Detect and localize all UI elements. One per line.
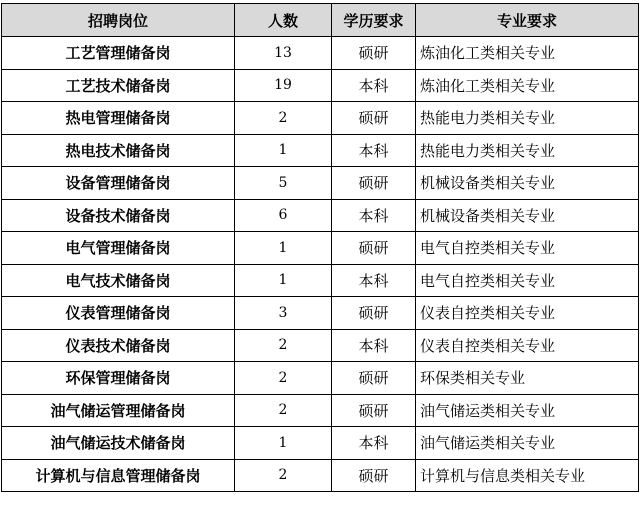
- cell-major: 仪表自控类相关专业: [416, 297, 639, 330]
- cell-position: 仪表技术储备岗: [2, 329, 235, 362]
- header-major: 专业要求: [416, 4, 639, 37]
- cell-position: 油气储运技术储备岗: [2, 427, 235, 460]
- cell-education: 硕研: [332, 167, 416, 200]
- table-row: [2, 37, 639, 70]
- cell-education: 硕研: [332, 102, 416, 135]
- cell-major: 机械设备类相关专业: [416, 199, 639, 232]
- header-position: 招聘岗位: [2, 4, 235, 37]
- table-row: [2, 459, 639, 492]
- cell-count: 1: [235, 232, 332, 265]
- table-body: [2, 37, 639, 492]
- table-row: [2, 69, 639, 102]
- cell-education: 本科: [332, 199, 416, 232]
- cell-count: 19: [235, 69, 332, 102]
- cell-position: 计算机与信息管理储备岗: [2, 459, 235, 492]
- cell-position: 热电管理储备岗: [2, 102, 235, 135]
- cell-position: 设备技术储备岗: [2, 199, 235, 232]
- cell-education: 硕研: [332, 394, 416, 427]
- cell-count: 1: [235, 134, 332, 167]
- cell-major: 仪表自控类相关专业: [416, 329, 639, 362]
- table-row: [2, 264, 639, 297]
- cell-major: 炼油化工类相关专业: [416, 69, 639, 102]
- table-row: [2, 102, 639, 135]
- table-row: [2, 329, 639, 362]
- cell-position: 热电技术储备岗: [2, 134, 235, 167]
- table-row: [2, 362, 639, 395]
- cell-major: 油气储运类相关专业: [416, 427, 639, 460]
- cell-major: 油气储运类相关专业: [416, 394, 639, 427]
- header-education: 学历要求: [332, 4, 416, 37]
- cell-education: 硕研: [332, 297, 416, 330]
- cell-education: 本科: [332, 329, 416, 362]
- cell-education: 本科: [332, 264, 416, 297]
- cell-education: 硕研: [332, 362, 416, 395]
- cell-count: 5: [235, 167, 332, 200]
- cell-education: 硕研: [332, 459, 416, 492]
- cell-position: 电气技术储备岗: [2, 264, 235, 297]
- cell-position: 仪表管理储备岗: [2, 297, 235, 330]
- cell-position: 工艺管理储备岗: [2, 37, 235, 70]
- cell-major: 机械设备类相关专业: [416, 167, 639, 200]
- cell-position: 电气管理储备岗: [2, 232, 235, 265]
- cell-major: 电气自控类相关专业: [416, 264, 639, 297]
- cell-count: 2: [235, 102, 332, 135]
- cell-position: 设备管理储备岗: [2, 167, 235, 200]
- cell-education: 本科: [332, 427, 416, 460]
- cell-major: 计算机与信息类相关专业: [416, 459, 639, 492]
- table-row: [2, 297, 639, 330]
- cell-education: 硕研: [332, 232, 416, 265]
- cell-count: 13: [235, 37, 332, 70]
- cell-count: 2: [235, 362, 332, 395]
- cell-position: 油气储运管理储备岗: [2, 394, 235, 427]
- cell-count: 1: [235, 427, 332, 460]
- recruitment-table: [1, 3, 639, 492]
- table-row: [2, 167, 639, 200]
- cell-education: 本科: [332, 134, 416, 167]
- cell-major: 环保类相关专业: [416, 362, 639, 395]
- cell-count: 2: [235, 329, 332, 362]
- table-row: [2, 134, 639, 167]
- cell-major: 炼油化工类相关专业: [416, 37, 639, 70]
- cell-count: 2: [235, 459, 332, 492]
- cell-position: 工艺技术储备岗: [2, 69, 235, 102]
- cell-education: 本科: [332, 69, 416, 102]
- table-header-row: [2, 4, 639, 37]
- cell-major: 热能电力类相关专业: [416, 134, 639, 167]
- cell-count: 6: [235, 199, 332, 232]
- cell-education: 硕研: [332, 37, 416, 70]
- table-row: [2, 394, 639, 427]
- cell-count: 1: [235, 264, 332, 297]
- table-row: [2, 199, 639, 232]
- cell-count: 3: [235, 297, 332, 330]
- cell-count: 2: [235, 394, 332, 427]
- cell-major: 电气自控类相关专业: [416, 232, 639, 265]
- cell-position: 环保管理储备岗: [2, 362, 235, 395]
- table-row: [2, 427, 639, 460]
- table-row: [2, 232, 639, 265]
- cell-major: 热能电力类相关专业: [416, 102, 639, 135]
- header-count: 人数: [235, 4, 332, 37]
